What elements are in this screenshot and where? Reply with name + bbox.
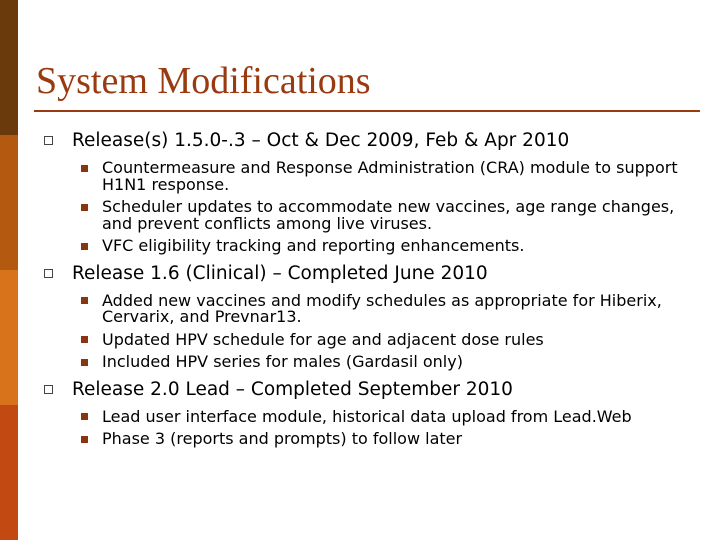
filled-square-bullet-icon bbox=[81, 165, 88, 172]
filled-square-bullet-icon bbox=[81, 297, 88, 304]
hollow-square-bullet-icon bbox=[44, 136, 53, 145]
list-item: Lead user interface module, historical data upload from Lead.Web bbox=[44, 409, 704, 426]
decorative-strip-upper-middle bbox=[0, 135, 18, 270]
hollow-square-bullet-icon bbox=[44, 269, 53, 278]
list-item: Included HPV series for males (Gardasil only) bbox=[44, 354, 704, 371]
decorative-strip-top bbox=[0, 0, 18, 135]
list-item: Scheduler updates to accommodate new vaccines, age range changes, and prevent conflicts among live viruses. bbox=[44, 199, 704, 232]
list-item: Countermeasure and Response Administration (CRA) module to support H1N1 response. bbox=[44, 160, 704, 193]
filled-square-bullet-icon bbox=[81, 243, 88, 250]
filled-square-bullet-icon bbox=[81, 413, 88, 420]
filled-square-bullet-icon bbox=[81, 336, 88, 343]
list-item: Added new vaccines and modify schedules as appropriate for Hiberix, Cervarix, and Prevnar13. bbox=[44, 293, 704, 326]
list-item: Updated HPV schedule for age and adjacent dose rules bbox=[44, 332, 704, 349]
section-heading: Release 1.6 (Clinical) – Completed June 2010 bbox=[44, 263, 704, 285]
slide-content bbox=[44, 130, 704, 456]
decorative-strip-bottom bbox=[0, 405, 18, 540]
filled-square-bullet-icon bbox=[81, 436, 88, 443]
section-item-list bbox=[44, 160, 704, 255]
hollow-square-bullet-icon bbox=[44, 385, 53, 394]
section-heading: Release(s) 1.5.0-.3 – Oct & Dec 2009, Feb & Apr 2010 bbox=[44, 130, 704, 152]
section-item-list bbox=[44, 290, 704, 371]
section-item-list bbox=[44, 406, 704, 448]
list-item: Phase 3 (reports and prompts) to follow later bbox=[44, 431, 704, 448]
filled-square-bullet-icon bbox=[81, 204, 88, 211]
decorative-strip-lower-middle bbox=[0, 270, 18, 405]
slide-title: System Modifications bbox=[36, 60, 371, 102]
list-item: VFC eligibility tracking and reporting enhancements. bbox=[44, 238, 704, 255]
title-divider bbox=[34, 110, 700, 112]
section-heading: Release 2.0 Lead – Completed September 2010 bbox=[44, 379, 704, 401]
filled-square-bullet-icon bbox=[81, 359, 88, 366]
